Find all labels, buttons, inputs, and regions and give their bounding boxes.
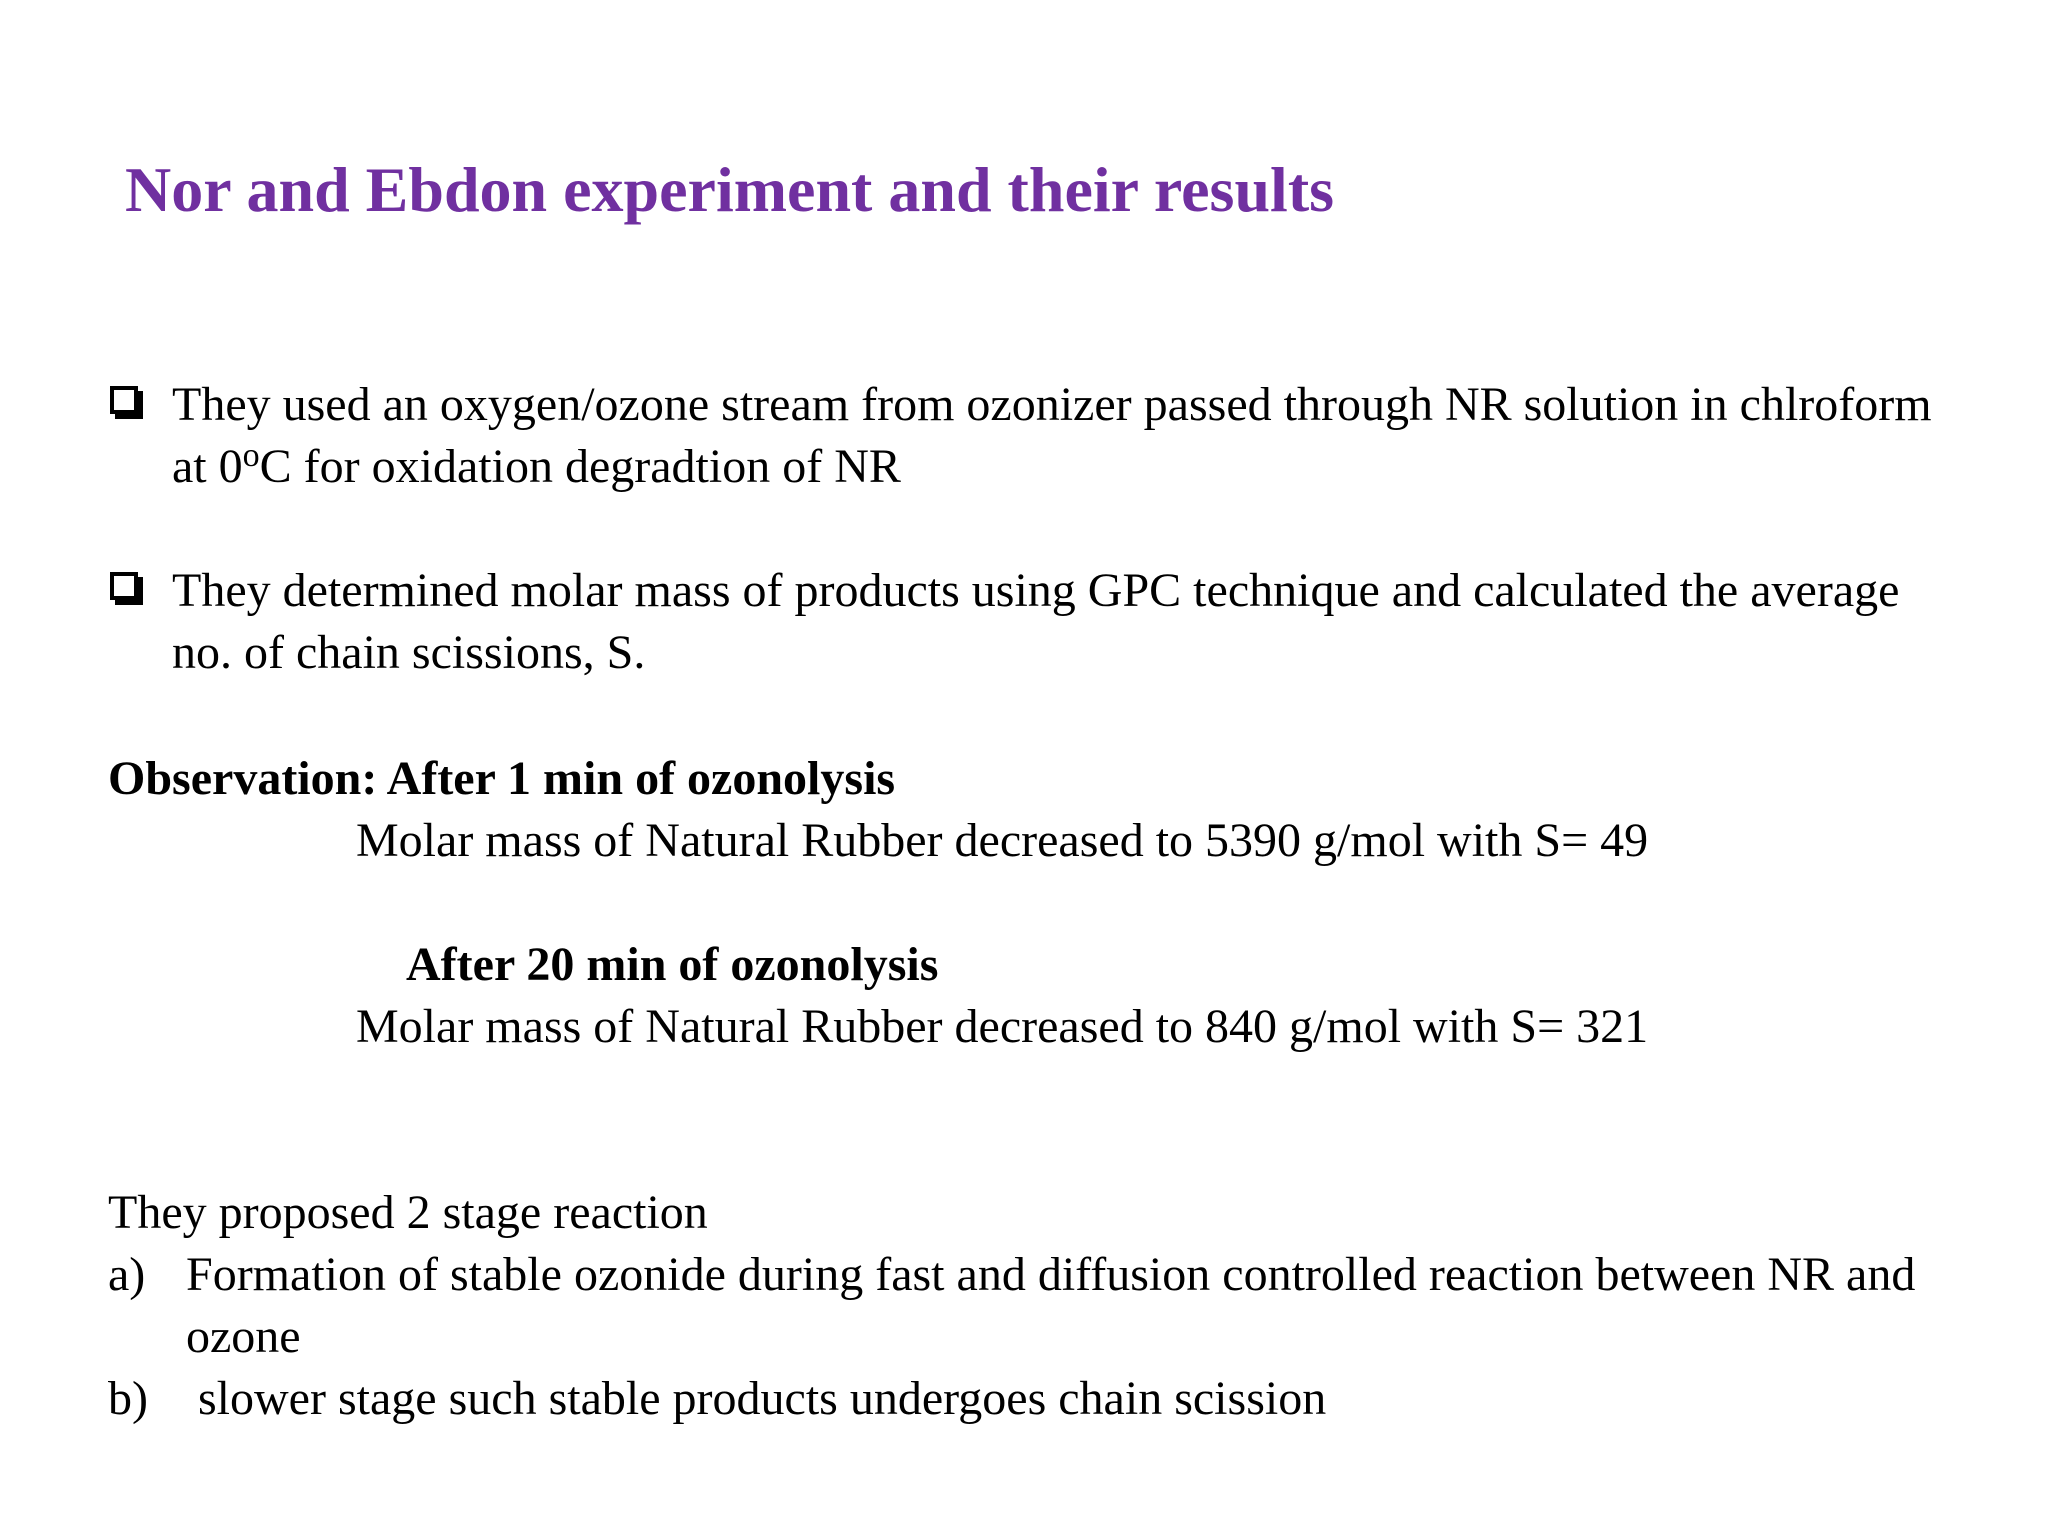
hollow-square-bullet-icon <box>110 386 138 414</box>
stage-marker: b) <box>108 1372 148 1425</box>
observation-result-1min: Molar mass of Natural Rubber decreased to 5390 g/mol with S= 49 <box>356 814 1649 867</box>
stage-item-a <box>108 1244 1988 1368</box>
bullet-item-ozone-stream <box>108 374 1948 498</box>
stage-text: Formation of stable ozonide during fast and diffusion controlled reaction between NR and ozone <box>186 1248 1916 1363</box>
hollow-square-bullet-icon <box>110 572 138 600</box>
bullet-text-part: C for oxidation degradtion of NR <box>259 440 901 493</box>
degree-superscript: o <box>242 437 260 474</box>
bullet-item-gpc <box>108 560 1948 684</box>
bullet-text <box>172 374 1948 498</box>
observation-heading: Observation: After 1 min of ozonolysis <box>108 752 896 805</box>
observation-result-20min: Molar mass of Natural Rubber decreased to 840 g/mol with S= 321 <box>356 1000 1649 1053</box>
bullet-text-part: They used an oxygen/ozone stream from ozonizer passed through NR solution in chlroform at 0 <box>172 378 1932 493</box>
bullet-text: They determined molar mass of products using GPC technique and calculated the average no. of chain scissions, S. <box>172 564 1900 679</box>
slide-title: Nor and Ebdon experiment and their results <box>125 154 1335 225</box>
proposal-intro: They proposed 2 stage reaction <box>108 1186 708 1239</box>
observation-subheading: After 20 min of ozonolysis <box>406 938 939 991</box>
stage-item-b <box>108 1368 1988 1430</box>
stage-marker: a) <box>108 1248 146 1301</box>
stage-text: slower stage such stable products undergoes chain scission <box>198 1372 1327 1425</box>
